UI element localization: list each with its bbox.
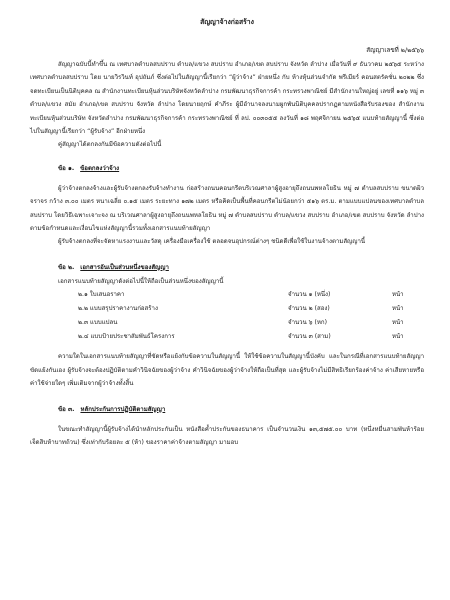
annex-unit: หน้า <box>392 305 404 313</box>
clause-2-title: เอกสารอันเป็นส่วนหนึ่งของสัญญา <box>80 263 169 271</box>
clause-2-paragraph-1: ความใดในเอกสารแนบท้ายสัญญาที่ขัดหรือแย้งกับข้อความในสัญญานี้ ให้ใช้ข้อความในสัญญานี้บังคับ และในกรณีที่เอกสารแนบท้ายสัญญาขัดแย้งกันเอง ผู้รับจ้างจะต้องปฏิบัติตามคำวินิจฉัยของผู้ว่าจ้าง คำวินิจฉัยของผู้ว่าจ้างให้ถือเป็นที่สุด และผู้รับจ้างไม่มีสิทธิเรียกร้องค่าจ้าง ค่าเสียหายหรือค่าใช้จ่ายใดๆ เพิ่มเติมจากผู้ว่าจ้างทั้งสิ้น <box>30 353 424 388</box>
annex-item <box>78 288 424 302</box>
clause-1-paragraph-2: ผู้รับจ้างตกลงที่จะจัดหาแรงงานและวัสดุ เครื่องมือเครื่องใช้ ตลอดจนอุปกรณ์ต่างๆ ชนิดดีเพื่อใช้ในงานจ้างตามสัญญานี้ <box>58 238 366 246</box>
document-title: สัญญาจ้างก่อสร้าง <box>200 18 254 26</box>
annex-count: จำนวน ๖ (หก) <box>288 319 327 327</box>
annex-unit: หน้า <box>392 291 404 299</box>
annex-item <box>78 330 424 344</box>
annex-name: ๒.๒ แบบสรุปราคางานก่อสร้าง <box>78 305 158 313</box>
annex-name: ๒.๔ แบบป้ายประชาสัมพันธ์โครงการ <box>78 333 175 341</box>
annex-list <box>78 288 424 344</box>
clause-2-heading <box>30 261 424 275</box>
annex-name: ๒.๓ แบบแปลน <box>78 319 118 327</box>
annex-count: จำนวน ๑ (หนึ่ง) <box>288 291 331 299</box>
annex-count: จำนวน ๓ (สาม) <box>288 333 331 341</box>
clause-3-number: ข้อ ๓. <box>58 405 75 413</box>
clause-2-lead: เอกสารแนบท้ายสัญญาดังต่อไปนี้ให้ถือเป็นส่วนหนึ่งของสัญญานี้ <box>58 277 224 285</box>
clause-1-number: ข้อ ๑. <box>58 164 75 172</box>
annex-count: จำนวน ๒ (สอง) <box>288 305 330 313</box>
clause-3-title: หลักประกันการปฏิบัติตามสัญญา <box>80 405 166 413</box>
annex-unit: หน้า <box>392 319 404 327</box>
clause-1-heading <box>30 162 424 176</box>
agreement-line: คู่สัญญาได้ตกลงกันมีข้อความดังต่อไปนี้ <box>58 141 162 149</box>
clause-3-heading <box>30 403 424 417</box>
annex-unit: หน้า <box>392 333 404 341</box>
clause-1-paragraph-1: ผู้ว่าจ้างตกลงจ้างและผู้รับจ้างตกลงรับจ้างทำงาน ก่อสร้างถนนคอนกรีตบริเวณศาลาผู้สูงอายุถึงถนนพหลโยธิน หมู่ ๗ ตำบลสบปราบ ขนาดผิวจราจร กว้าง ๓.๐๐ เมตร หนาเฉลี่ย ๐.๑๕ เมตร ระยะทาง ๑๗๒ เมตร หรือคิดเป็นพื้นที่คอนกรีตไม่น้อยกว่า ๕๑๖ ตร.ม. ตามแบบแปลนของเทศบาลตำบลสบปราบ โดยวิธีเฉพาะเจาะจง ณ บริเวณศาลาผู้สูงอายุถึงถนนพหลโยธิน หมู่ ๗ ตำบลสบปราบ ตำบล/แขวง สบปราบ อำเภอ/เขต สบปราบ จังหวัด ลำปาง ตามข้อกำหนดและเงื่อนไขแห่งสัญญานี้รวมทั้งเอกสารแนบท้ายสัญญา <box>30 184 424 233</box>
annex-name: ๒.๑ ใบเสนอราคา <box>78 291 125 299</box>
clause-1-title: ข้อตกลงว่าจ้าง <box>80 164 120 172</box>
clause-2-number: ข้อ ๒. <box>58 263 75 271</box>
annex-item <box>78 302 424 316</box>
preamble-paragraph: สัญญาฉบับนี้ทำขึ้น ณ เทศบาลตำบลสบปราบ ตำบล/แขวง สบปราบ อำเภอ/เขต สบปราบ จังหวัด ลำปาง เมื่อวันที่ ๙ ธันวาคม ๒๕๖๕ ระหว่าง เทศบาลตำบลสบปราบ โดย นายวิรวินท์ อุปถัมภ์ ซึ่งต่อไปในสัญญานี้เรียกว่า “ผู้ว่าจ้าง” ฝ่ายหนึ่ง กับ ห้างหุ้นส่วนจำกัด พรีเมียร์ คอนสตรัคชั่น ๒๐๒๒ ซึ่งจดทะเบียนเป็นนิติบุคคล ณ สำนักงานทะเบียนหุ้นส่วนบริษัทจังหวัดลำปาง กรมพัฒนาธุรกิจการค้า กระทรวงพาณิชย์ มีสำนักงานใหญ่อยู่ เลขที่ ๑๑๖ หมู่ ๓ ตำบล/แขวง สมัย อำเภอ/เขต สบปราบ จังหวัด ลำปาง โดยนายฤกษ์ คำภีระ ผู้มีอำนาจลงนามผูกพันนิติบุคคลปรากฏตามหนังสือรับรองของ สำนักงานทะเบียนหุ้นส่วนบริษัท จังหวัดลำปาง กรมพัฒนาธุรกิจการค้า กระทรวงพาณิชย์ ที่ ลป. ๐๐๓๐๕๕ ลงวันที่ ๑๘ พฤศจิกายน ๒๕๖๕ แนบท้ายสัญญานี้ ซึ่งต่อไปในสัญญานี้เรียกว่า “ผู้รับจ้าง” อีกฝ่ายหนึ่ง <box>30 61 424 136</box>
annex-item <box>78 316 424 330</box>
contract-number: สัญญาเลขที่ ๒/๒๕๖๖ <box>366 47 424 54</box>
clause-3-paragraph-1: ในขณะทำสัญญานี้ผู้รับจ้างได้นำหลักประกันเป็น หนังสือค้ำประกันของธนาคาร เป็นจำนวนเงิน ๑๓,๕๗๕.๐๐ บาท (หนึ่งหมื่นสามพันห้าร้อยเจ็ดสิบห้าบาทถ้วน) ซึ่งเท่ากับร้อยละ ๕ (ห้า) ของราคาค่าจ้างตามสัญญา มามอบ <box>30 425 424 446</box>
